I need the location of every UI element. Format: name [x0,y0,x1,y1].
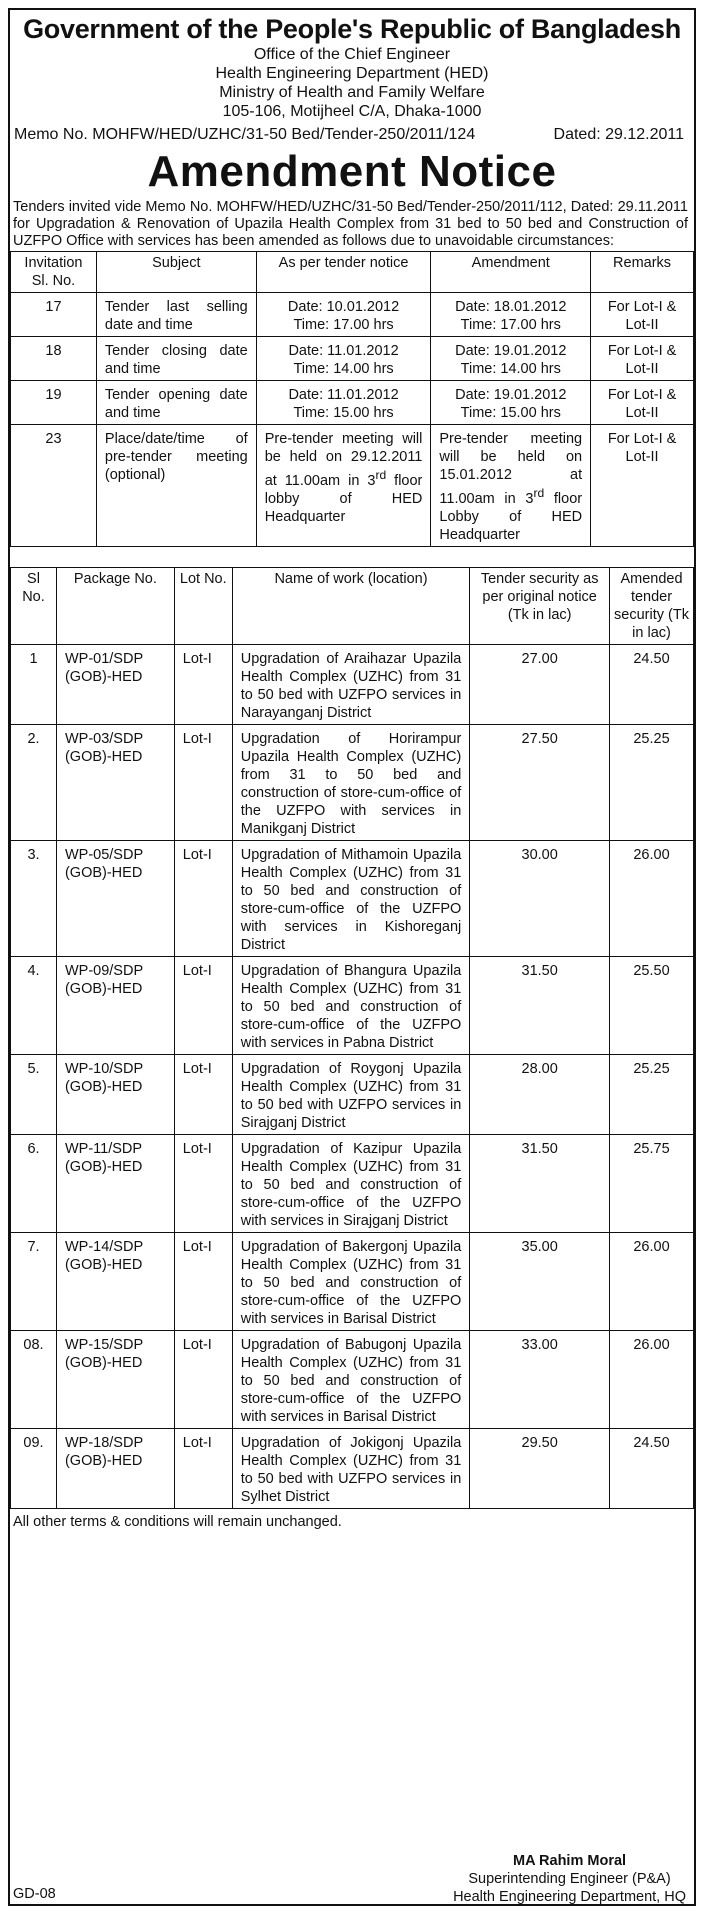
signature-block [453,1852,686,1906]
original-security-cell: 27.50 [470,724,610,840]
notice-title: Amendment Notice [147,147,557,196]
original-security-cell: 33.00 [470,1330,610,1428]
original-security-cell: 30.00 [470,840,610,956]
package-row [11,644,694,724]
lot-cell: Lot-I [174,724,232,840]
lot-cell: Lot-I [174,840,232,956]
amended-security-cell: 25.25 [610,724,694,840]
sl-cell: 5. [11,1054,57,1134]
amend-time: Time: 15.00 hrs [460,405,561,421]
amend-date: Date: 18.01.2012 [455,299,567,315]
lot-cell: Lot-I [174,1428,232,1508]
work-cell: Upgradation of Kazipur Upazila Health Complex (UZHC) from 31 to 50 bed and construction of store-cum-office of the UZFPO with services in Sirajganj District [232,1134,470,1232]
col-remarks: Remarks [591,252,694,293]
sl-cell: 7. [11,1232,57,1330]
notice-cell [256,293,431,337]
package-row [11,1054,694,1134]
notice-text: Pre-tender meeting will be held on 29.12.2011 at 11.00am in 3 [264,431,423,489]
signatory-department: Health Engineering Department, HQ [453,1889,686,1905]
amend-time: Time: 14.00 hrs [460,361,561,377]
original-security-cell: 31.50 [470,956,610,1054]
amend-text: Pre-tender meeting will be held on 15.01.2012 at 11.00am in 3 [439,431,583,507]
original-security-cell: 31.50 [470,1134,610,1232]
notice-time: Time: 14.00 hrs [293,361,394,377]
amendment-row [11,381,694,425]
signatory-designation: Superintending Engineer (P&A) [468,1871,671,1887]
amendment-row [11,293,694,337]
col-invitation-sl: Invitation Sl. No. [11,252,97,293]
package-row [11,956,694,1054]
col-amendment: Amendment [431,252,591,293]
government-title: Government of the People's Republic of Bangladesh [23,14,681,44]
package-header-row [11,567,694,644]
intro-paragraph: Tenders invited vide Memo No. MOHFW/HED/UZHC/31-50 Bed/Tender-250/2011/112, Dated: 29.11.2011 for Upgradation & Renovation of Upazila Health Complex from 31 bed to 50 bed and Construction of UZFPO Office with services has been amended as follows due to unavoidable circumstances: [13,199,688,249]
terms-note: All other terms & conditions will remain unchanged. [13,1513,342,1530]
subject-cell: Tender opening date and time [96,381,256,425]
package-row [11,1232,694,1330]
original-security-cell: 35.00 [470,1232,610,1330]
notice-date: Date: 10.01.2012 [287,299,400,315]
sl-cell: 2. [11,724,57,840]
amend-cell [431,425,591,547]
lot-cell: Lot-I [174,644,232,724]
memo-number: Memo No. MOHFW/HED/UZHC/31-50 Bed/Tender-250/2011/124 [14,126,476,143]
amend-cell [431,293,591,337]
office-line: Office of the Chief Engineer [253,46,451,63]
signatory-name: MA Rahim Moral [513,1853,627,1869]
notice-frame [8,8,696,1906]
col-package: Package No. [56,567,174,644]
memo-row [10,125,694,145]
amendment-row [11,337,694,381]
notice-date: Date: 11.01.2012 [288,387,399,403]
package-cell: WP-15/SDP (GOB)-HED [56,1330,174,1428]
col-sl: Sl No. [11,567,57,644]
amend-text-end: floor Lobby of HED Headquarter [439,490,583,543]
remarks-cell: For Lot-I & Lot-II [591,381,694,425]
notice-sup: rd [375,468,387,482]
amendment-table [10,251,694,547]
notice-text-end: floor lobby of HED Headquarter [264,472,423,525]
sl-cell: 08. [11,1330,57,1428]
amended-security-cell: 25.25 [610,1054,694,1134]
package-cell: WP-10/SDP (GOB)-HED [56,1054,174,1134]
table-gap [10,547,694,567]
amend-date: Date: 19.01.2012 [455,343,567,359]
sl-cell: 3. [11,840,57,956]
sl-cell: 23 [11,425,97,547]
remarks-cell: For Lot-I & Lot-II [591,425,694,547]
package-cell: WP-09/SDP (GOB)-HED [56,956,174,1054]
sl-cell: 19 [11,381,97,425]
work-cell: Upgradation of Babugonj Upazila Health Complex (UZHC) from 31 to 50 bed and construction of store-cum-office of the UZFPO with services in Barisal District [232,1330,470,1428]
amend-cell [431,381,591,425]
work-cell: Upgradation of Bakergonj Upazila Health Complex (UZHC) from 31 to 50 bed and construction of store-cum-office of the UZFPO with services in Barisal District [232,1232,470,1330]
lot-cell: Lot-I [174,956,232,1054]
package-cell: WP-14/SDP (GOB)-HED [56,1232,174,1330]
lot-cell: Lot-I [174,1134,232,1232]
original-security-cell: 28.00 [470,1054,610,1134]
remarks-cell: For Lot-I & Lot-II [591,293,694,337]
amended-security-cell: 25.75 [610,1134,694,1232]
sl-cell: 17 [11,293,97,337]
col-as-per-notice: As per tender notice [256,252,431,293]
amend-cell [431,337,591,381]
lot-cell: Lot-I [174,1330,232,1428]
col-subject: Subject [96,252,256,293]
package-rows [11,644,694,1508]
sl-cell: 09. [11,1428,57,1508]
original-security-cell: 29.50 [470,1428,610,1508]
lot-cell: Lot-I [174,1054,232,1134]
amend-sup: rd [533,486,545,500]
amended-security-cell: 26.00 [610,1330,694,1428]
amended-security-cell: 24.50 [610,644,694,724]
subject-cell: Tender last selling date and time [96,293,256,337]
work-cell: Upgradation of Roygonj Upazila Health Complex (UZHC) from 31 to 50 bed with UZFPO services in Sirajganj District [232,1054,470,1134]
notice-code: GD-08 [13,1886,56,1902]
sl-cell: 18 [11,337,97,381]
package-row [11,1330,694,1428]
notice-cell [256,337,431,381]
col-original-security: Tender security as per original notice (Tk in lac) [470,567,610,644]
amendment-header-row [11,252,694,293]
original-security-cell: 27.00 [470,644,610,724]
col-amended-security: Amended tender security (Tk in lac) [610,567,694,644]
department-line: Health Engineering Department (HED) [215,65,489,82]
ministry-line: Ministry of Health and Family Welfare [219,84,485,101]
letterhead [10,13,694,121]
notice-cell [256,425,431,547]
subject-cell: Tender closing date and time [96,337,256,381]
sl-cell: 4. [11,956,57,1054]
memo-date: Dated: 29.12.2011 [553,126,684,143]
notice-time: Time: 17.00 hrs [293,317,394,333]
package-row [11,1428,694,1508]
work-cell: Upgradation of Mithamoin Upazila Health Complex (UZHC) from 31 to 50 bed and construction of store-cum-office of the UZFPO with services in Kishoreganj District [232,840,470,956]
amendment-row-pretender [11,425,694,547]
amended-security-cell: 26.00 [610,840,694,956]
amended-security-cell: 25.50 [610,956,694,1054]
work-cell: Upgradation of Horirampur Upazila Health Complex (UZHC) from 31 to 50 bed and construction of store-cum-office of the UZFPO with services in Manikganj District [232,724,470,840]
notice-date: Date: 11.01.2012 [288,343,399,359]
package-cell: WP-11/SDP (GOB)-HED [56,1134,174,1232]
package-row [11,1134,694,1232]
package-cell: WP-18/SDP (GOB)-HED [56,1428,174,1508]
lot-cell: Lot-I [174,1232,232,1330]
work-cell: Upgradation of Araihazar Upazila Health Complex (UZHC) from 31 to 50 bed with UZFPO services in Narayanganj District [232,644,470,724]
sl-cell: 1 [11,644,57,724]
address-line: 105-106, Motijheel C/A, Dhaka-1000 [222,103,482,120]
package-cell: WP-05/SDP (GOB)-HED [56,840,174,956]
package-row [11,840,694,956]
work-cell: Upgradation of Jokigonj Upazila Health Complex (UZHC) from 31 to 50 bed with UZFPO services in Sylhet District [232,1428,470,1508]
notice-cell [256,381,431,425]
col-lot: Lot No. [174,567,232,644]
notice-time: Time: 15.00 hrs [293,405,394,421]
package-cell: WP-01/SDP (GOB)-HED [56,644,174,724]
amend-date: Date: 19.01.2012 [455,387,567,403]
remarks-cell: For Lot-I & Lot-II [591,337,694,381]
package-table [10,567,694,1509]
sl-cell: 6. [11,1134,57,1232]
package-row [11,724,694,840]
col-work: Name of work (location) [232,567,470,644]
package-cell: WP-03/SDP (GOB)-HED [56,724,174,840]
amended-security-cell: 26.00 [610,1232,694,1330]
amended-security-cell: 24.50 [610,1428,694,1508]
subject-cell: Place/date/time of pre-tender meeting (optional) [96,425,256,547]
work-cell: Upgradation of Bhangura Upazila Health Complex (UZHC) from 31 to 50 bed and construction of store-cum-office of the UZFPO with services in Pabna District [232,956,470,1054]
amend-time: Time: 17.00 hrs [460,317,561,333]
